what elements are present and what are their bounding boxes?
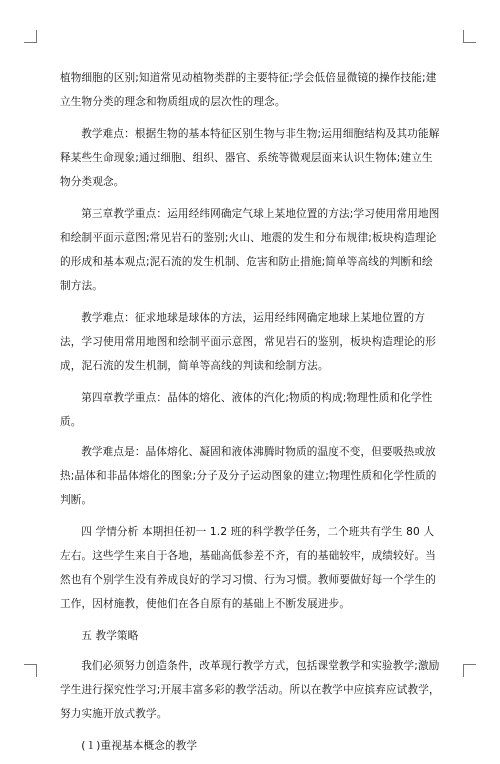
paragraph-chapter4-difficulties: 教学难点是：晶体熔化、凝固和液体沸腾时物质的温度不变，但要吸热或放热;晶体和非晶体熔化的图象;分子及分子运动图象的建立;物理性质和化学性质的判断。: [60, 446, 437, 506]
paragraph-biology-goals-continued: 植物细胞的区别;知道常见动植物类群的主要特征;学会低倍显微镜的操作技能;建立生物分类的理念和物质组成的层次性的理念。: [60, 72, 437, 108]
paragraph-student-analysis: 四 学情分析 本期担任初一 1.2 班的科学教学任务，二个班共有学生 80 人左右。这些学生来自于各地，基础高低参差不齐，有的基础较牢，成绩较好。当然也有个别学生没有养成良好的学习习惯、行为习惯。教师要做好每一个学生的工作，因材施教，使他们在各自原有的基础上不断发展进步。: [60, 526, 437, 610]
paragraph-chapter3-difficulties: 教学难点：征求地球是球体的方法，运用经纬网确定地球上某地位置的方法，学习使用常用地图和绘制平面示意图，常见岩石的鉴别，板块构造理论的形成，泥石流的发生机制，简单等高线的判读和绘制方法。: [60, 312, 437, 372]
paragraph-teaching-strategy: 我们必须努力创造条件，改革现行教学方式，包括课堂教学和实验教学;激励学生进行探究性学习;开展丰富多彩的教学活动。所以在教学中应摈弃应试教学，努力实施开放式教学。: [60, 660, 440, 720]
crop-mark-bottom-right: [463, 664, 476, 677]
document-body: [60, 66, 442, 764]
paragraph-chapter3-key-points: 第三章教学重点：运用经纬网确定气球上某地位置的方法;学习使用常用地图和绘制平面示意图;常见岩石的鉴别;火山、地震的发生和分布规律;板块构造理论的形成和基本观点;泥石流的发生机制、危害和防止措施;简单等高线的判断和绘制方法。: [60, 208, 440, 292]
crop-mark-top-right: [463, 30, 476, 43]
crop-mark-bottom-left: [24, 664, 37, 677]
paragraph-chapter4-key-points: 第四章教学重点：晶体的熔化、液体的汽化;物质的构成;物理性质和化学性质。: [60, 392, 433, 428]
section-heading-teaching-strategy: 五 教学策略: [81, 630, 139, 642]
paragraph-biology-difficulties: 教学难点：根据生物的基本特征区别生物与非生物;运用细胞结构及其功能解释某些生命现象;通过细胞、组织、器官、系统等微观层面来认识生物体;建立生物分类观念。: [60, 128, 440, 188]
crop-mark-top-left: [24, 30, 37, 43]
subheading-basic-concepts: (１)重视基本概念的教学: [81, 740, 198, 752]
